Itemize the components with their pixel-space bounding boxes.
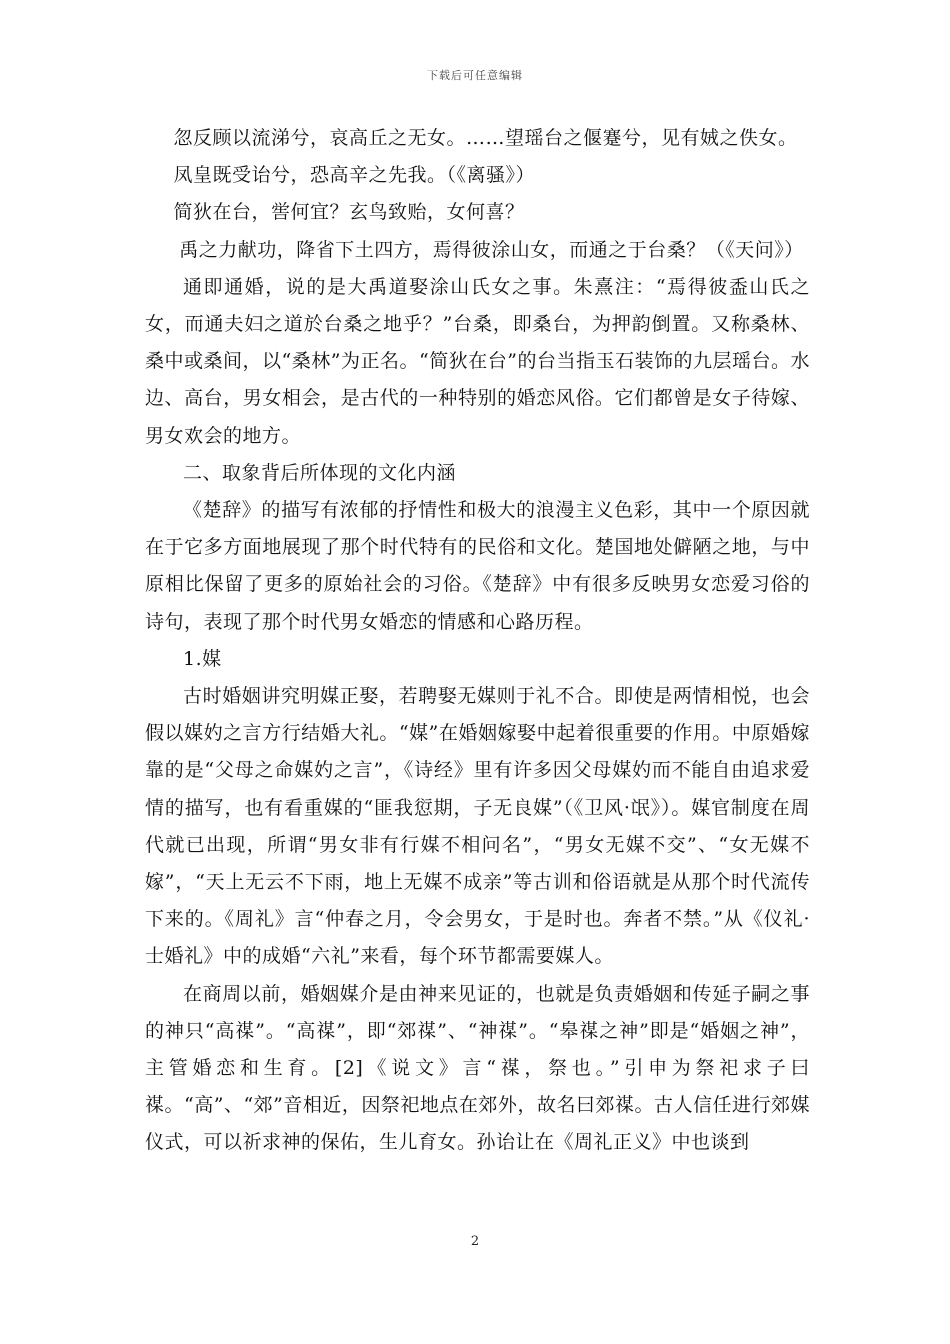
section-heading-2: 二、取象背后所体现的文化内涵 (183, 461, 457, 484)
paragraph-poem-2: 凤皇既受诒兮，恐高辛之先我。（《离骚》） (173, 164, 536, 187)
subsection-heading-mei: 1.媒 (183, 647, 222, 670)
page-number: 2 (470, 1234, 480, 1249)
page-header: 下载后可任意编辑 (427, 69, 523, 82)
paragraph-mei-2: 在商周以前，婚姻媒介是由神来见证的，也就是负责婚姻和传延子嗣之事的神只“高禖”。“高禖”，即“郊禖”、“神禖”。“皋禖之神”即是“婚姻之神”，主管婚恋和生育。[2]《说文》言“禖，祭也。”引申为祭祀求子曰禖。“高”、“郊”音相近，因祭祀地点在郊外，故名曰郊禖。古人信任进行郊媒仪式，可以祈求神的保佑，生儿育女。孙诒让在《周礼正义》中也谈到 (145, 982, 810, 1154)
paragraph-poem-1: 忽反顾以流涕兮，哀高丘之无女。……望瑶台之偃蹇兮，见有娀之佚女。 (173, 127, 798, 149)
document-body (145, 120, 810, 1162)
paragraph-poem-3: 简狄在台，喾何宜？玄鸟致贻，女何喜？ (173, 201, 525, 224)
paragraph-chuci-intro: 《楚辞》的描写有浓郁的抒情性和极大的浪漫主义色彩，其中一个原因就在于它多方面地展现了那个时代特有的民俗和文化。楚国地处僻陋之地，与中原相比保留了更多的原始社会的习俗。《楚辞》中有很多反映男女恋爱习俗的诗句，表现了那个时代男女婚恋的情感和心路历程。 (145, 499, 810, 633)
paragraph-tongyi: 通即通婚，说的是大禹道娶涂山氏女之事。朱熹注：“焉得彼盉山氏之女，而通夫妇之道於台桑之地乎？”台桑，即桑台，为押韵倒置。又称桑林、桑中或桑间，以“桑林”为正名。“简狄在台”的台当指玉石装饰的九层瑶台。水边、高台，男女相会，是古代的一种特别的婚恋风俗。它们都曾是女子待嫁、男女欢会的地方。 (145, 275, 810, 447)
paragraph-mei-1: 古时婚姻讲究明媒正娶，若聘娶无媒则于礼不合。即使是两情相悦，也会假以媒妁之言方行结婚大礼。“媒”在婚姻嫁娶中起着很重要的作用。中原婚嫁靠的是“父母之命媒妁之言”，《诗经》里有许多因父母媒妁而不能自由追求爱情的描写，也有看重媒的“匪我愆期，子无良媒”（《卫风·氓》）。媒官制度在周代就已出现，所谓“男女非有行媒不相问名”，“男女无媒不交”、“女无媒不嫁”，“天上无云不下雨，地上无媒不成亲”等古训和俗语就是从那个时代流传下来的。《周礼》言“仲春之月，令会男女，于是时也。奔者不禁。”从《仪礼·士婚礼》中的成婚“六礼”来看，每个环节都需要媒人。 (145, 685, 810, 968)
paragraph-poem-4: 禹之力献功，降省下土四方，焉得彼涂山女，而通之于台桑？（《天问》） (179, 238, 804, 261)
